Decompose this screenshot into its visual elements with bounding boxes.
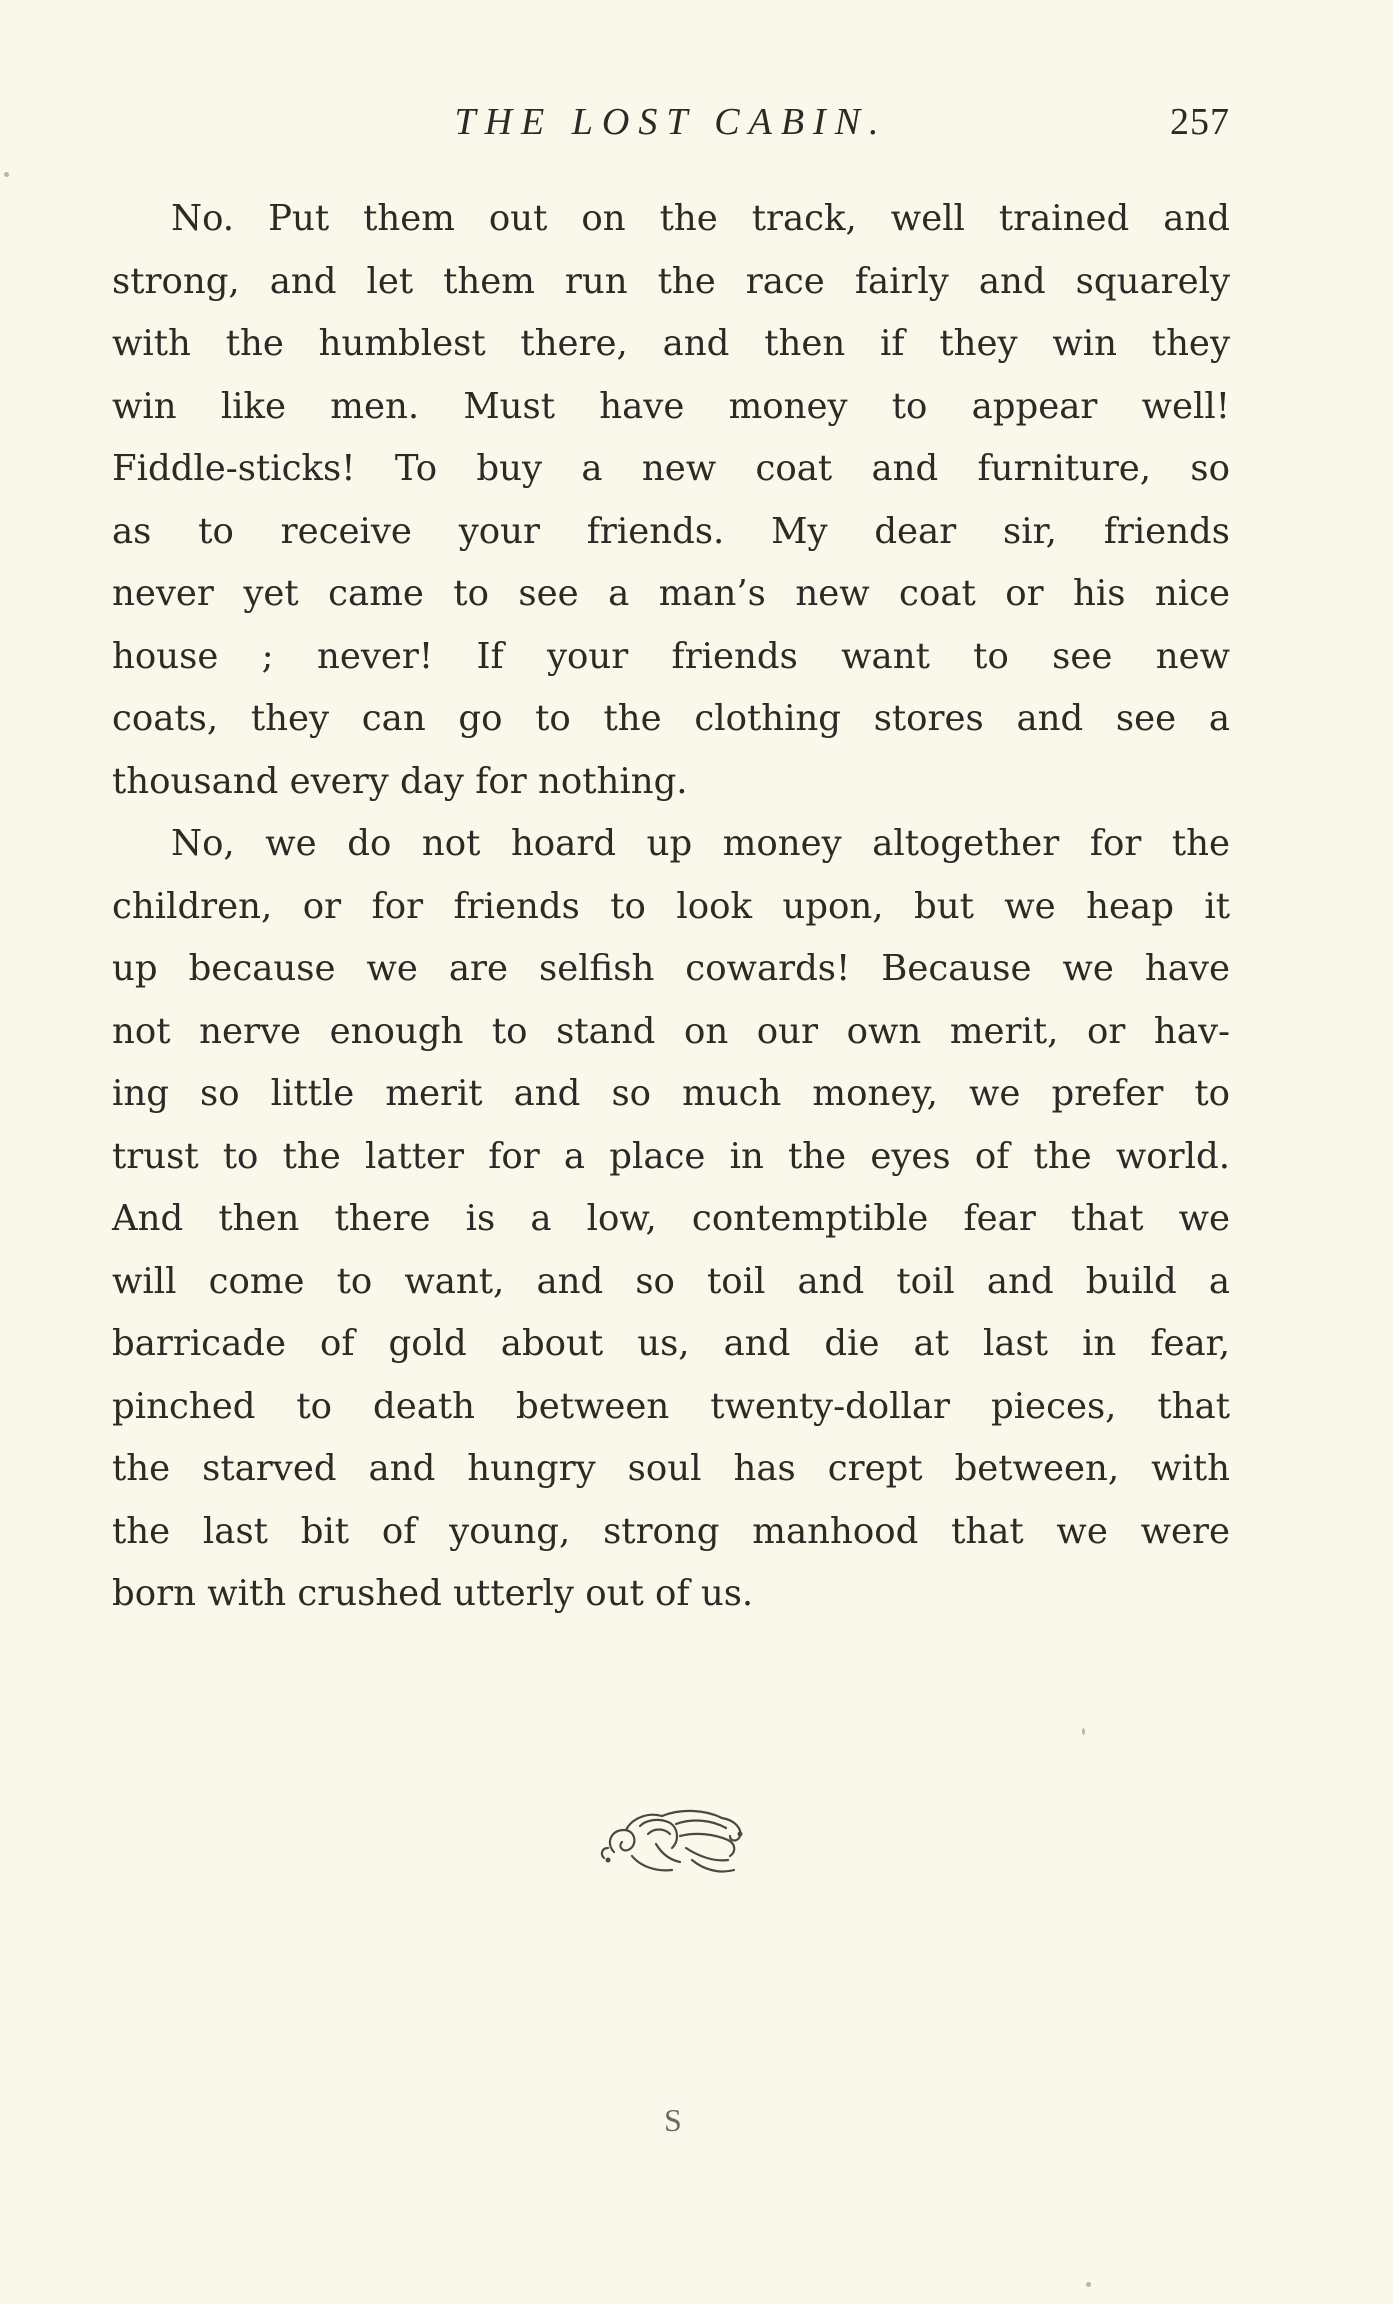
text-line: And then there is a low, contemptible fear that we xyxy=(112,1198,1230,1239)
signature-mark: S xyxy=(664,2102,682,2138)
paper-speck xyxy=(1082,1728,1085,1735)
text-line: Fiddle-sticks! To buy a new coat and furniture, so xyxy=(112,448,1230,489)
running-head xyxy=(112,100,1230,148)
text-line: never yet came to see a man’s new coat or his nice xyxy=(112,573,1230,614)
text-line: strong, and let them run the race fairly and squarely xyxy=(112,260,1230,302)
text-line: house ; never! If your friends want to see new xyxy=(112,635,1230,677)
paper-speck xyxy=(4,172,9,177)
text-line: not nerve enough to stand on our own merit, or hav- xyxy=(112,1010,1230,1052)
running-title: THE LOST CABIN. xyxy=(454,101,888,143)
text-line: the starved and hungry soul has crept between, with xyxy=(112,1448,1230,1489)
text-line: will come to want, and so toil and toil and build a xyxy=(112,1260,1230,1302)
text-line: coats, they can go to the clothing stores and see a xyxy=(112,698,1230,739)
text-line: up because we are selfish cowards! Because we have xyxy=(112,948,1230,989)
text-line: barricade of gold about us, and die at last in fear, xyxy=(112,1323,1230,1364)
text-line: No. Put them out on the track, well trained and xyxy=(171,198,1230,239)
text-line: No, we do not hoard up money altogether for the xyxy=(171,823,1230,864)
page-number: 257 xyxy=(1170,101,1230,143)
body-text xyxy=(112,188,1230,1626)
paper-speck xyxy=(1086,2282,1091,2287)
text-line: pinched to death between twenty-dollar pieces, that xyxy=(112,1385,1230,1427)
text-line: thousand every day for nothing. xyxy=(112,760,688,802)
text-line: ing so little merit and so much money, we prefer to xyxy=(112,1073,1230,1114)
text-line: born with crushed utterly out of us. xyxy=(112,1573,754,1614)
text-line: trust to the latter for a place in the eyes of the world. xyxy=(112,1135,1230,1177)
text-line: with the humblest there, and then if they win they xyxy=(112,323,1230,364)
tailpiece-ornament-icon xyxy=(596,1800,756,1880)
text-line: children, or for friends to look upon, but we heap it xyxy=(112,885,1230,927)
text-line: win like men. Must have money to appear well! xyxy=(112,385,1230,427)
text-line: the last bit of young, strong manhood that we were xyxy=(112,1510,1230,1552)
text-line: as to receive your friends. My dear sir, friends xyxy=(112,510,1230,552)
